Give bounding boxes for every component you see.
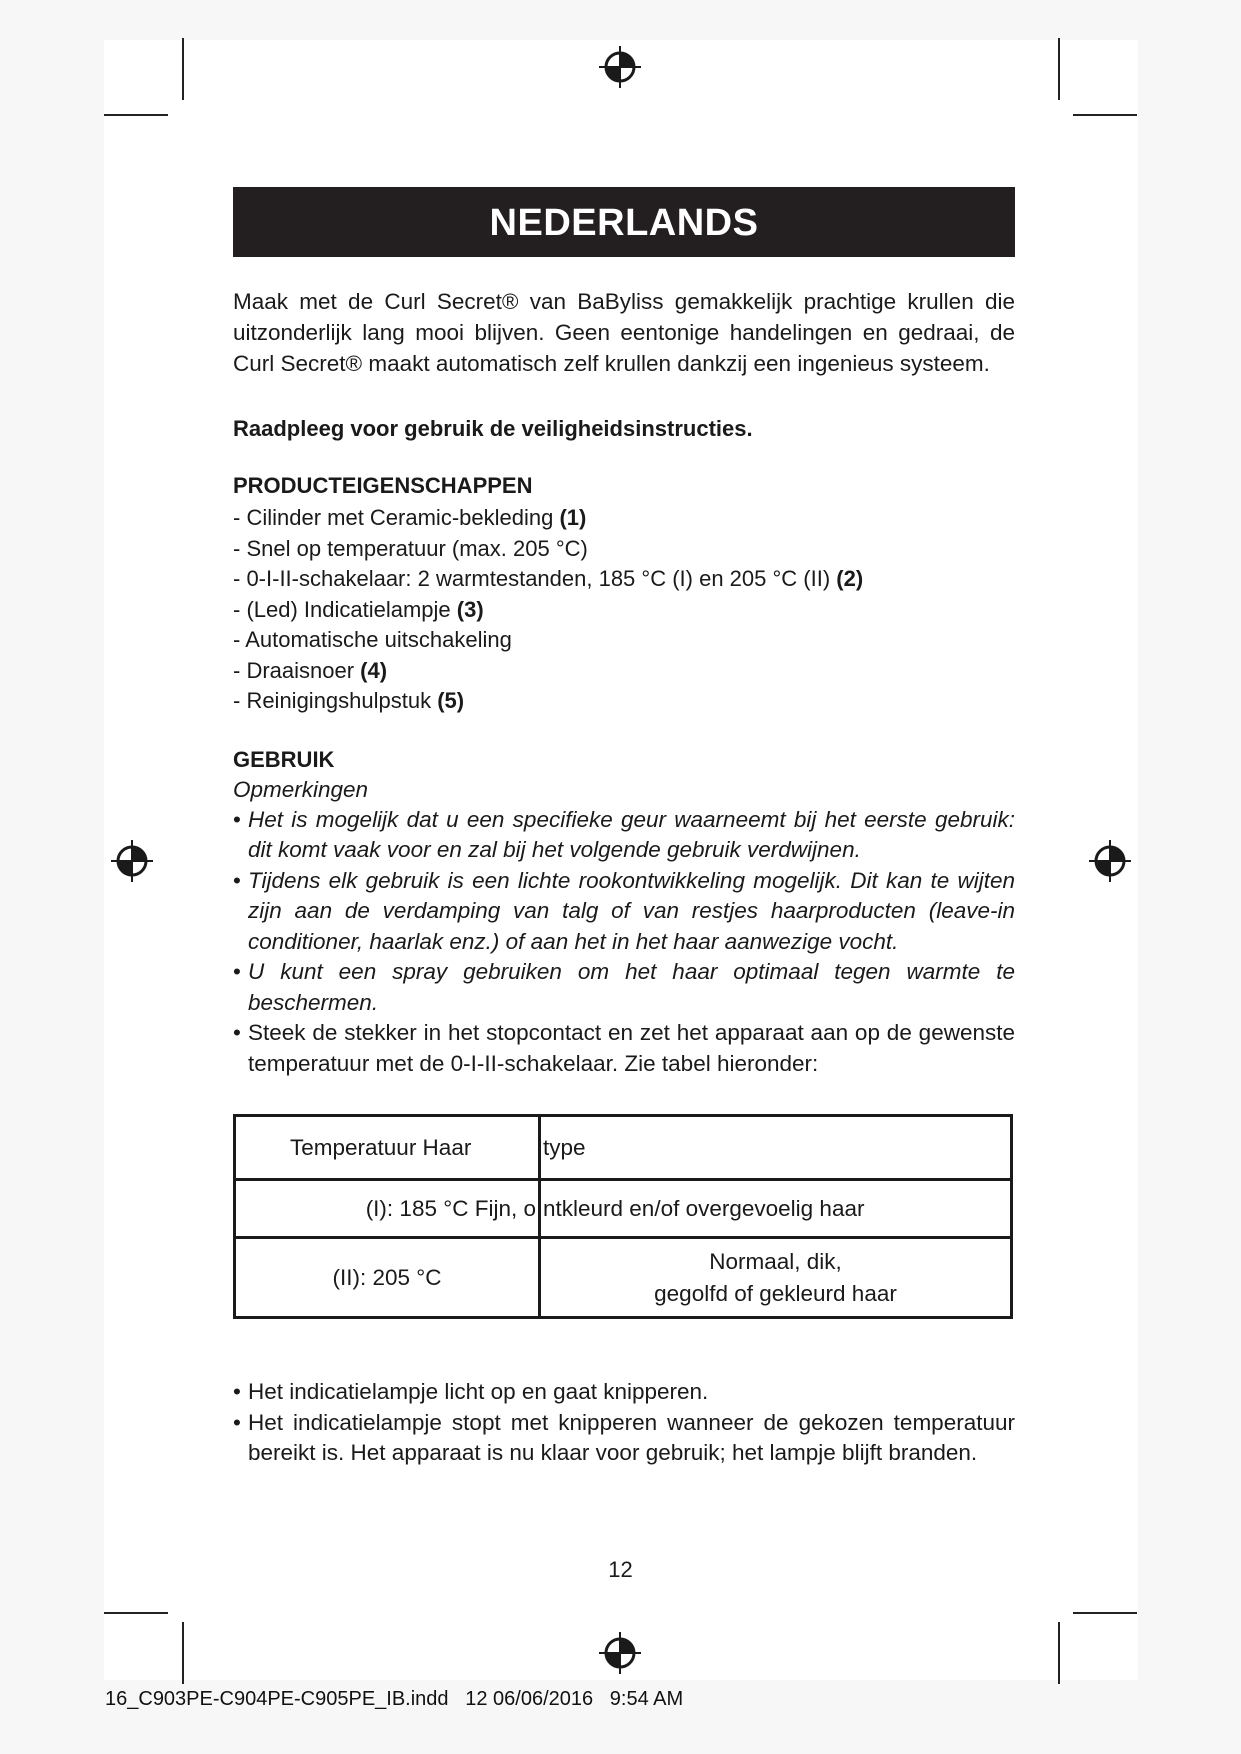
list-item: • Steek de stekker in het stopcontact en zet het apparaat aan op de gewenste temperatuur met de 0-I-II-schakelaar. Zie tabel hieronder:: [233, 1018, 1015, 1079]
list-item: [233, 503, 1015, 534]
feature-text: - Draaisnoer: [233, 657, 361, 683]
registration-mark-icon: [109, 838, 155, 884]
feature-text: - Cilinder met Ceramic-bekleding: [233, 505, 560, 530]
registration-mark-icon: [597, 44, 643, 90]
feature-text: - Automatische uitschakeling: [233, 627, 512, 652]
list-item: • Het is mogelijk dat u een specifieke geur waarneemt bij het eerste gebruik: dit komt vaak voor en zal bij het volgende gebruik verdwijnen.: [233, 805, 1015, 866]
table-row: [235, 1180, 1012, 1238]
table-cell: type: [540, 1116, 1012, 1180]
list-item: [233, 686, 1015, 717]
page-number: 12: [608, 1557, 633, 1582]
feature-ref: (1): [559, 505, 587, 530]
list-item: [233, 656, 1015, 687]
list-item: • U kunt een spray gebruiken om het haar optimaal tegen warmte te beschermen.: [233, 957, 1015, 1018]
registration-mark-icon: [597, 1630, 643, 1676]
list-item: [233, 534, 1015, 565]
feature-ref: (3): [456, 596, 484, 622]
table-cell: (I): 185 °C Fijn, o: [235, 1180, 540, 1238]
crop-mark: [182, 38, 184, 100]
table-row: [235, 1238, 1012, 1318]
after-notes-list: [233, 1377, 1015, 1469]
feature-ref: (2): [836, 566, 864, 591]
language-banner: NEDERLANDS: [233, 187, 1015, 257]
feature-ref: (4): [360, 657, 388, 683]
list-item: [233, 564, 1015, 595]
features-list: [233, 503, 1015, 717]
feature-text: - Reinigingshulpstuk: [233, 688, 438, 713]
list-item: • Tijdens elk gebruik is een lichte rookontwikkeling mogelijk. Dit kan te wijten zijn aan de verdamping van talg of van restjes haarproducten (leave-in conditioner, haarlak enz.) of aan het in het haar aanwezige vocht.: [233, 866, 1015, 958]
feature-text: - Snel op temperatuur (max. 205 °C): [233, 535, 588, 561]
temperature-table: [233, 1114, 1013, 1319]
crop-mark: [104, 1612, 168, 1614]
table-row: [235, 1116, 1012, 1180]
table-cell: (II): 205 °C: [235, 1238, 540, 1318]
usage-notes-list: [233, 805, 1015, 1080]
list-item: [233, 595, 1015, 626]
table-cell: Temperatuur Haar: [235, 1116, 540, 1180]
crop-mark: [1073, 1612, 1137, 1614]
feature-text: - 0-I-II-schakelaar: 2 warmtestanden, 185 °C (I) en 205 °C (II): [233, 566, 837, 591]
list-item: • Het indicatielampje licht op en gaat knipperen.: [233, 1377, 1015, 1408]
manual-content: [233, 187, 1015, 1469]
crop-mark: [1058, 1622, 1060, 1684]
crop-mark: [1058, 38, 1060, 100]
print-slug: 16_C903PE-C904PE-C905PE_IB.indd 12 06/06/2016 9:54 AM: [105, 1688, 684, 1710]
notes-subheading: Opmerkingen: [233, 776, 369, 802]
list-item: [233, 625, 1015, 656]
registration-mark-icon: [1087, 838, 1133, 884]
feature-ref: (5): [437, 688, 465, 713]
features-heading: PRODUCTEIGENSCHAPPEN: [233, 473, 533, 498]
feature-text: - (Led) Indicatielampje: [233, 596, 457, 622]
crop-mark: [182, 1622, 184, 1684]
cell-line: gegolfd of gekleurd haar: [654, 1280, 897, 1306]
list-item: • Het indicatielampje stopt met knipperen wanneer de gekozen temperatuur bereikt is. Het apparaat is nu klaar voor gebruik; het lampje blijft branden.: [233, 1408, 1015, 1469]
cell-line: Normaal, dik,: [709, 1248, 842, 1274]
crop-mark: [104, 114, 168, 116]
table-cell: ntkleurd en/of overgevoelig haar: [540, 1180, 1012, 1238]
crop-mark: [1073, 114, 1137, 116]
usage-heading: GEBRUIK: [233, 746, 335, 772]
table-cell: [540, 1238, 1012, 1318]
safety-note: Raadpleeg voor gebruik de veiligheidsinstructies.: [233, 416, 753, 441]
intro-paragraph: Maak met de Curl Secret® van BaByliss gemakkelijk prachtige krullen die uitzonderlijk lang mooi blijven. Geen eentonige handelingen en gedraai, de Curl Secret® maakt automatisch zelf krullen dankzij een ingenieus systeem.: [233, 289, 1015, 376]
